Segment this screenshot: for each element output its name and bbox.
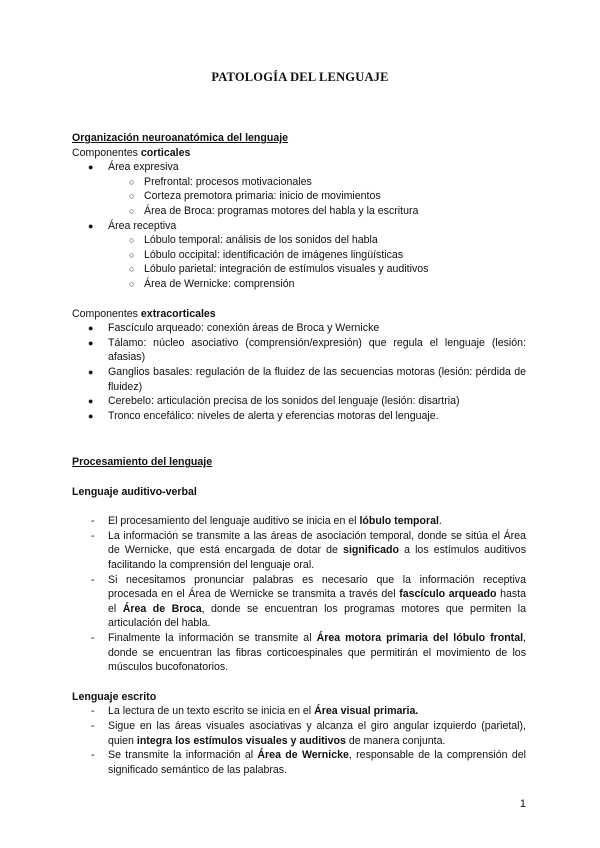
- dash-icon: -: [91, 631, 95, 644]
- list-item: - El procesamiento del lenguaje auditivo se inicia en el lóbulo temporal.: [91, 515, 442, 528]
- circle-bullet-icon: ○: [129, 264, 135, 275]
- section-heading-organizacion: Organización neuroanatómica del lenguaje: [72, 132, 289, 144]
- list-item: ● Fascículo arqueado: conexión áreas de Broca y Wernicke: [88, 322, 380, 335]
- list-item: ○ Lóbulo temporal: análisis de los sonidos del habla: [129, 234, 378, 247]
- list-item: ● Tálamo: núcleo asociativo (comprensión/expresión) que regula el lenguaje (lesión: afasias): [88, 336, 526, 364]
- circle-bullet-icon: ○: [129, 191, 135, 202]
- dash-icon: -: [91, 573, 95, 586]
- list-item: - La lectura de un texto escrito se inicia en el Área visual primaria.: [91, 705, 419, 718]
- circle-bullet-icon: ○: [129, 205, 135, 216]
- list-item: - Sigue en las áreas visuales asociativas y alcanza el giro angular izquierdo (parietal), quien integra los estímulos visuales y auditivos de manera conjunta.: [91, 719, 526, 747]
- dash-icon: -: [91, 529, 95, 542]
- list-item: ○ Corteza premotora primaria: inicio de movimientos: [129, 190, 381, 203]
- extracorticales-label: Componentes extracorticales: [72, 307, 216, 320]
- dash-icon: -: [91, 719, 95, 732]
- list-item: ○ Área de Wernicke: comprensión: [129, 277, 295, 290]
- list-item: ● Área receptiva: [88, 219, 177, 232]
- list-item: - Si necesitamos pronunciar palabras es necesario que la información receptiva procesada en el Área de Wernicke se transmita a través del fascículo arqueado hasta el Área de Broca, donde se encuentran los programas motores que permiten la articulación del habla.: [91, 573, 526, 630]
- list-item: ○ Lóbulo parietal: integración de estímulos visuales y auditivos: [129, 263, 429, 276]
- list-item: ● Área expresiva: [88, 161, 179, 174]
- circle-bullet-icon: ○: [129, 278, 135, 289]
- bullet-icon: ●: [88, 220, 94, 231]
- list-item: ○ Área de Broca: programas motores del habla y la escritura: [129, 204, 419, 217]
- list-item: ○ Prefrontal: procesos motivacionales: [129, 175, 312, 188]
- dash-icon: -: [91, 705, 95, 718]
- section-heading-procesamiento: Procesamiento del lenguaje: [72, 456, 213, 468]
- bullet-icon: ●: [88, 323, 94, 334]
- list-item: ● Cerebelo: articulación precisa de los sonidos del lenguaje (lesión: disartria): [88, 395, 460, 408]
- list-item: - Finalmente la información se transmite al Área motora primaria del lóbulo frontal, donde se encuentran las fibras corticoespinales que permitirán el movimiento de los músculos bucofonatorios.: [91, 631, 526, 674]
- list-item: ● Tronco encefálico: niveles de alerta y eferencias motoras del lenguaje.: [88, 409, 439, 422]
- list-item: ● Ganglios basales: regulación de la fluidez de las secuencias motoras (lesión: pérdida de fluidez): [88, 365, 526, 393]
- page-number: 1: [519, 798, 526, 810]
- bullet-icon: ●: [88, 162, 94, 173]
- circle-bullet-icon: ○: [129, 249, 135, 260]
- subheading-auditivo-verbal: Lenguaje auditivo-verbal: [72, 485, 197, 498]
- section-organizacion: [72, 131, 526, 423]
- list-item: ○ Lóbulo occipital: identificación de imágenes lingüísticas: [129, 248, 404, 261]
- bullet-icon: ●: [88, 410, 94, 421]
- circle-bullet-icon: ○: [129, 176, 135, 187]
- bullet-icon: ●: [88, 337, 94, 348]
- corticales-label: Componentes corticales: [72, 146, 191, 159]
- dash-icon: -: [91, 515, 95, 528]
- circle-bullet-icon: ○: [129, 235, 135, 246]
- list-item: - Se transmite la información al Área de Wernicke, responsable de la comprensión del significado semántico de las palabras.: [91, 749, 526, 776]
- list-item: - La información se transmite a las áreas de asociación temporal, donde se sitúa el Área de Wernicke, que está encargada de dotar de significado a los estímulos auditivos facilitando la comprensión del lenguaje oral.: [91, 529, 526, 571]
- section-procesamiento: [72, 455, 526, 777]
- bullet-icon: ●: [88, 366, 94, 377]
- bullet-icon: ●: [88, 396, 94, 407]
- subheading-escrito: Lenguaje escrito: [72, 690, 157, 703]
- document-title: PATOLOGÍA DEL LENGUAJE: [211, 70, 389, 84]
- dash-icon: -: [91, 749, 95, 762]
